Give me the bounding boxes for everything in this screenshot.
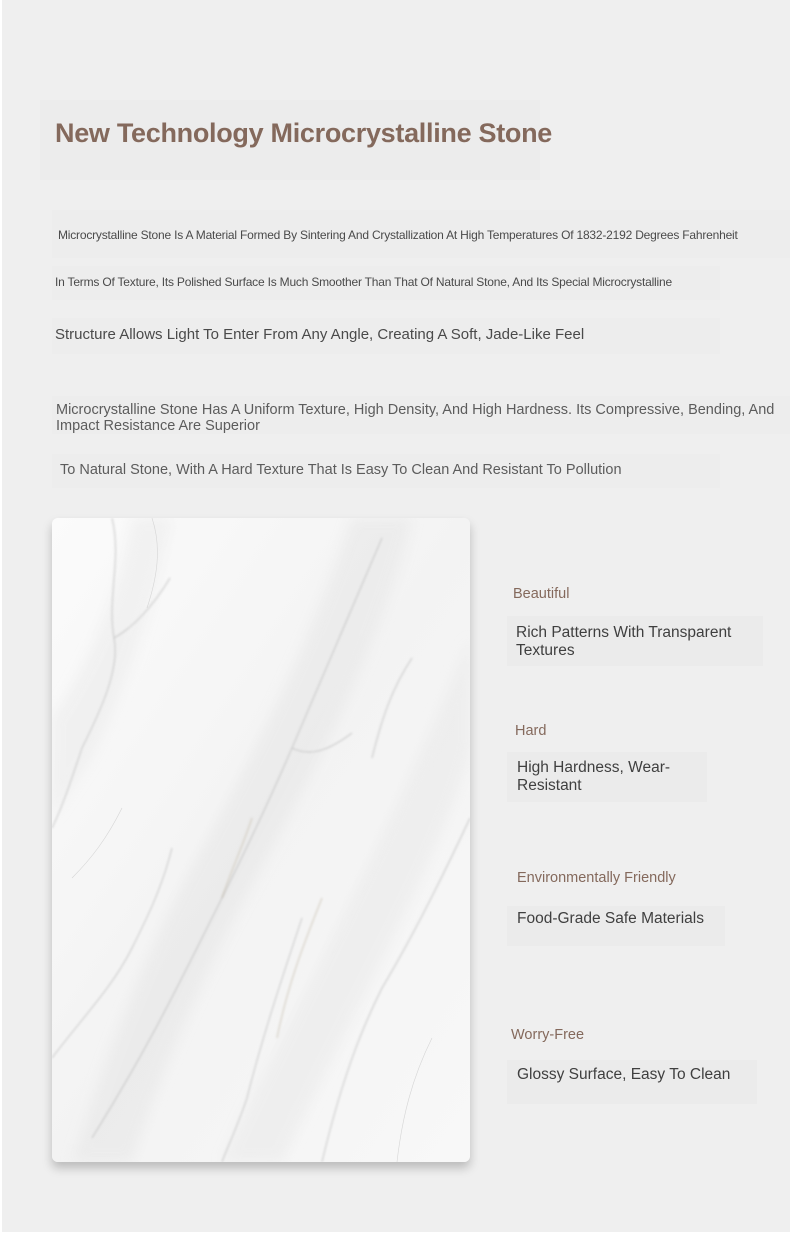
- description-paragraph-4: Microcrystalline Stone Has A Uniform Texture, High Density, And High Hardness. Its Compressive, Bending, And Impact Resistance Are Superior: [52, 396, 790, 434]
- marble-slab-image: [52, 518, 470, 1162]
- description-paragraph-2: In Terms Of Texture, Its Polished Surface Is Much Smoother Than That Of Natural Stone, And Its Special Microcrystalline: [52, 266, 720, 300]
- product-page: [2, 0, 790, 1232]
- description-paragraph-1: Microcrystalline Stone Is A Material Formed By Sintering And Crystallization At High Temperatures Of 1832-2192 Degrees Fahrenheit: [52, 210, 790, 258]
- feature-label-eco: Environmentally Friendly: [517, 870, 676, 886]
- feature-text-worry-free: Glossy Surface, Easy To Clean: [507, 1060, 757, 1104]
- feature-text-hard: High Hardness, Wear-Resistant: [507, 752, 707, 802]
- page-title: New Technology Microcrystalline Stone: [40, 100, 540, 180]
- feature-label-beautiful: Beautiful: [513, 586, 570, 602]
- feature-label-hard: Hard: [515, 723, 547, 739]
- feature-text-beautiful: Rich Patterns With Transparent Textures: [507, 616, 763, 666]
- feature-text-eco: Food-Grade Safe Materials: [507, 906, 725, 946]
- description-paragraph-3: Structure Allows Light To Enter From Any Angle, Creating A Soft, Jade-Like Feel: [52, 318, 720, 354]
- description-paragraph-5: To Natural Stone, With A Hard Texture That Is Easy To Clean And Resistant To Pollution: [52, 454, 720, 488]
- feature-label-worry-free: Worry-Free: [511, 1027, 585, 1043]
